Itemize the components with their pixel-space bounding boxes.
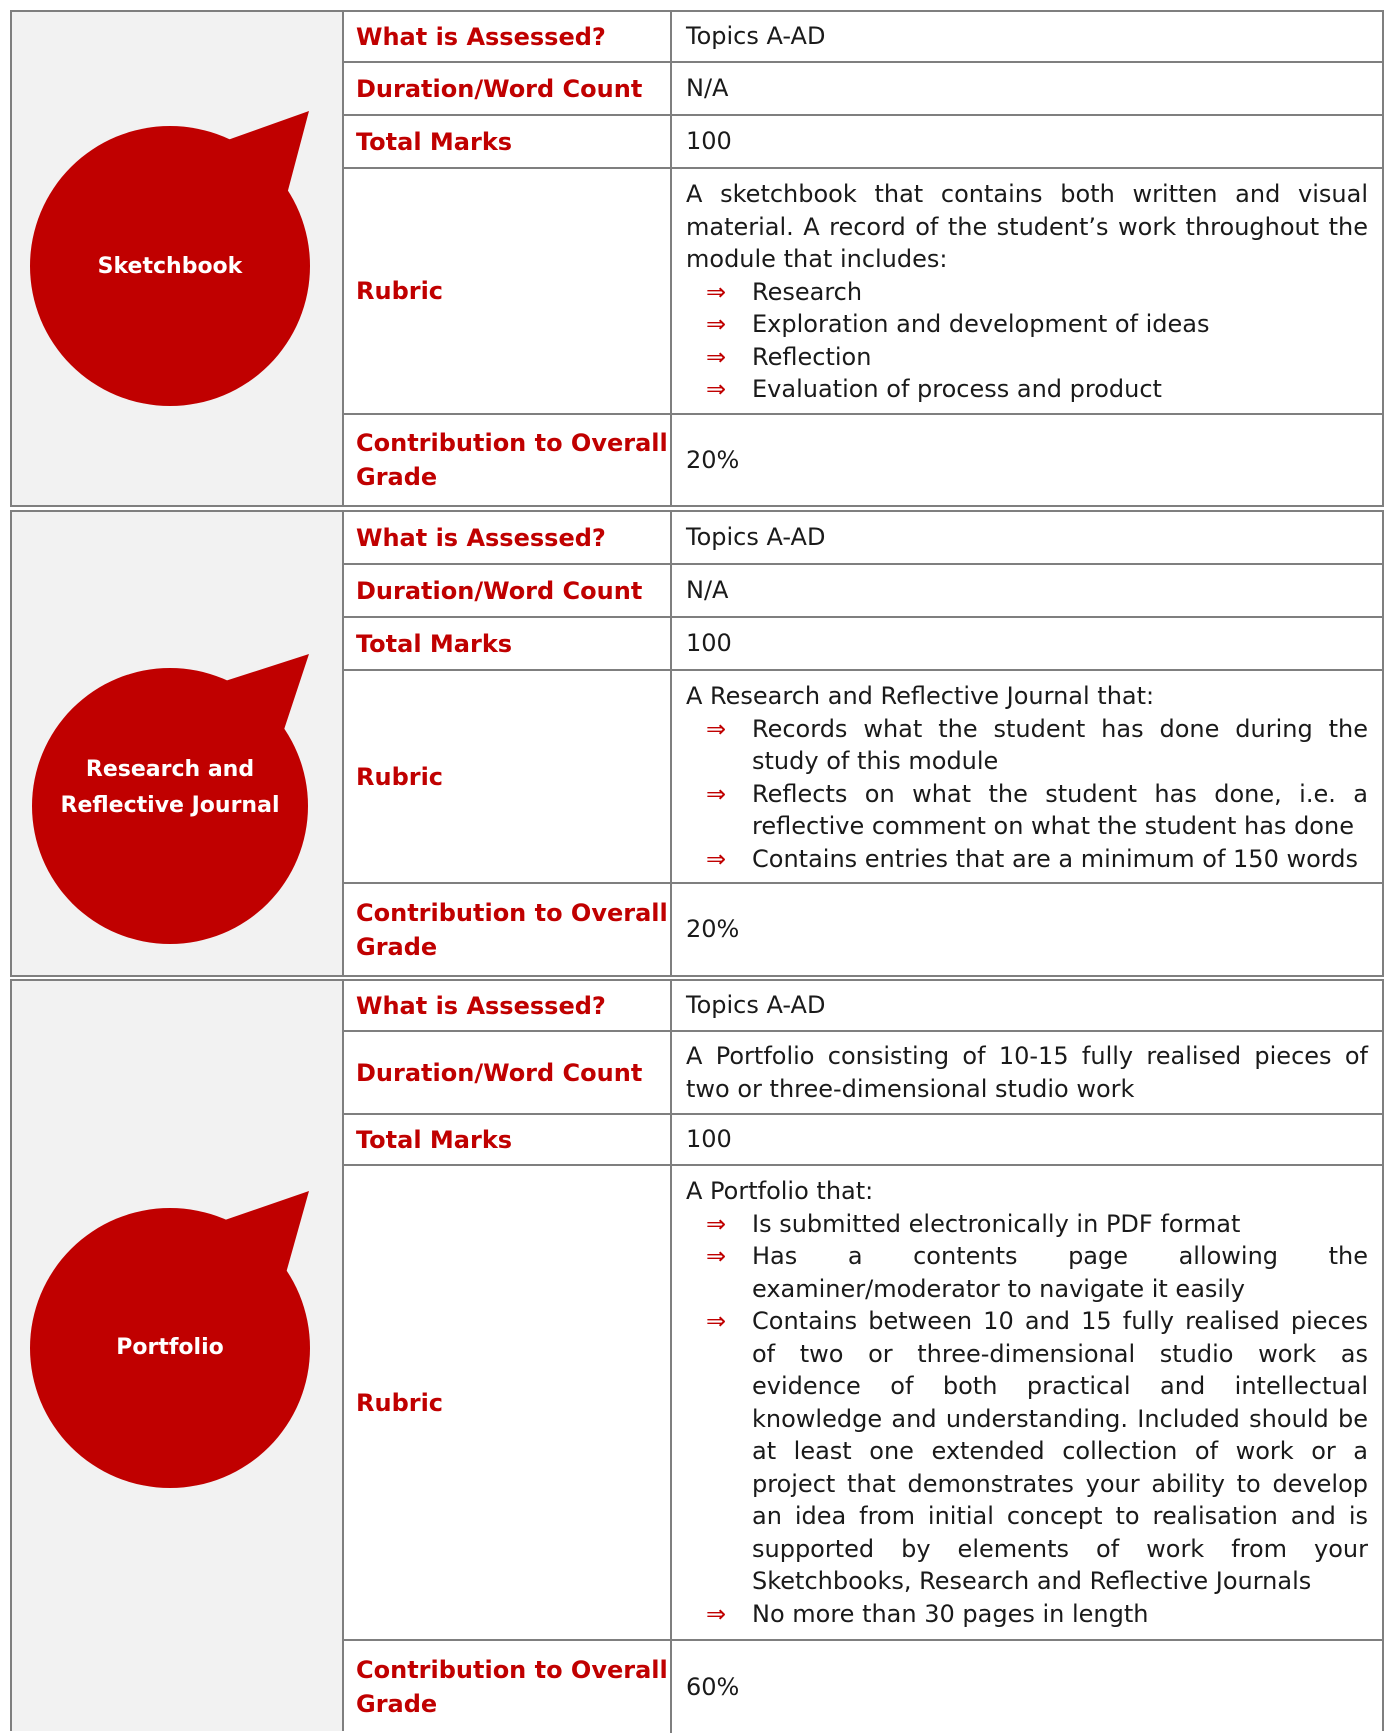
what-assessed-label: What is Assessed? [344, 512, 672, 563]
list-item: ⇒ Reflection [686, 341, 1368, 374]
total-marks-value: 100 [686, 127, 732, 156]
rubric-value [672, 169, 1382, 413]
contribution-value: 20% [686, 445, 740, 474]
assessment-details [344, 512, 1382, 975]
row-total-marks [344, 116, 1382, 169]
duration-label: Duration/Word Count [344, 565, 672, 616]
contribution-label: Contribution to Overall Grade [344, 1641, 672, 1733]
rubric-list [686, 713, 1368, 876]
block-title: Sketchbook [97, 254, 243, 279]
row-rubric [344, 671, 1382, 884]
arrow-right-icon: ⇒ [706, 844, 727, 873]
duration-label: Duration/Word Count [344, 1032, 672, 1113]
block-title-panel [12, 981, 344, 1731]
rubric-list [686, 276, 1368, 406]
arrow-right-icon: ⇒ [706, 779, 727, 808]
row-rubric [344, 169, 1382, 415]
row-contribution [344, 1641, 1382, 1733]
contribution-label: Contribution to Overall Grade [344, 415, 672, 505]
list-item: ⇒ Contains between 10 and 15 fully realised pieces of two or three-dimensional studio work as evidence of both practical and intellectual knowledge and understanding. Included should be at least one extended collection of work or a project that demonstrates your ability to develop an idea from initial concept to realisation and is supported by elements of work from your Sketchbooks, Research and Reflective Journals [706, 1307, 1368, 1595]
rubric-list [686, 1208, 1368, 1631]
list-item: ⇒ No more than 30 pages in length [686, 1598, 1368, 1631]
list-item: ⇒ Exploration and development of ideas [686, 308, 1368, 341]
what-assessed-value: Topics A-AD [686, 991, 826, 1020]
speech-bubble-icon [12, 512, 344, 975]
assessment-details [344, 12, 1382, 505]
arrow-right-icon: ⇒ [706, 277, 727, 306]
arrow-right-icon: ⇒ [706, 310, 727, 338]
total-marks-label: Total Marks [344, 116, 672, 167]
rubric-value [672, 671, 1382, 882]
block-title: Research and Reflective Journal [60, 757, 280, 818]
duration-label: Duration/Word Count [344, 63, 672, 114]
assessment-block-journal [10, 510, 1384, 977]
row-total-marks [344, 618, 1382, 671]
list-item: ⇒ Evaluation of process and product [686, 373, 1368, 406]
assessment-block-portfolio [10, 979, 1384, 1731]
list-item: ⇒ Is submitted electronically in PDF format [686, 1208, 1368, 1241]
duration-value: N/A [686, 576, 729, 605]
row-what-assessed [344, 12, 1382, 63]
list-item: ⇒ Has a contents page allowing the examiner/moderator to navigate it easily [706, 1242, 1368, 1303]
what-assessed-value: Topics A-AD [686, 22, 826, 51]
what-assessed-label: What is Assessed? [344, 12, 672, 61]
block-title-panel [12, 512, 344, 975]
row-duration [344, 1032, 1382, 1115]
arrow-right-icon: ⇒ [706, 375, 727, 403]
contribution-value: 60% [686, 1672, 740, 1701]
total-marks-label: Total Marks [344, 618, 672, 669]
arrow-right-icon: ⇒ [706, 342, 727, 371]
rubric-intro: A Research and Reflective Journal that: [686, 682, 1155, 710]
list-item: ⇒ Records what the student has done during the study of this module [706, 714, 1368, 775]
what-assessed-label: What is Assessed? [344, 981, 672, 1030]
arrow-right-icon: ⇒ [706, 714, 727, 743]
row-what-assessed [344, 981, 1382, 1032]
assessment-details [344, 981, 1382, 1731]
arrow-right-icon: ⇒ [706, 1209, 727, 1238]
block-title-panel [12, 12, 344, 505]
duration-value: A Portfolio consisting of 10-15 fully realised pieces of two or three-dimensional studio work [686, 1042, 1368, 1103]
rubric-intro: A sketchbook that contains both written and visual material. A record of the student’s work throughout the module that includes: [686, 180, 1368, 273]
row-total-marks [344, 1115, 1382, 1166]
row-contribution [344, 415, 1382, 505]
row-rubric [344, 1166, 1382, 1641]
rubric-intro: A Portfolio that: [686, 1177, 874, 1205]
rubric-label: Rubric [344, 1166, 672, 1639]
rubric-value [672, 1166, 1382, 1639]
contribution-label: Contribution to Overall Grade [344, 884, 672, 975]
arrow-right-icon: ⇒ [706, 1242, 727, 1270]
row-duration [344, 63, 1382, 116]
arrow-right-icon: ⇒ [706, 1307, 727, 1335]
assessment-block-sketchbook [10, 10, 1384, 507]
total-marks-value: 100 [686, 1125, 732, 1154]
total-marks-value: 100 [686, 629, 732, 658]
list-item: ⇒ Contains entries that are a minimum of 150 words [686, 843, 1368, 876]
row-what-assessed [344, 512, 1382, 565]
rubric-label: Rubric [344, 169, 672, 413]
arrow-right-icon: ⇒ [706, 1599, 727, 1628]
what-assessed-value: Topics A-AD [686, 523, 826, 552]
rubric-label: Rubric [344, 671, 672, 882]
list-item: ⇒ Research [686, 276, 1368, 309]
row-contribution [344, 884, 1382, 975]
duration-value: N/A [686, 74, 729, 103]
total-marks-label: Total Marks [344, 1115, 672, 1164]
block-title: Portfolio [116, 1335, 224, 1360]
contribution-value: 20% [686, 915, 740, 944]
row-duration [344, 565, 1382, 618]
list-item: ⇒ Reflects on what the student has done, i.e. a reflective comment on what the student has done [706, 779, 1368, 840]
